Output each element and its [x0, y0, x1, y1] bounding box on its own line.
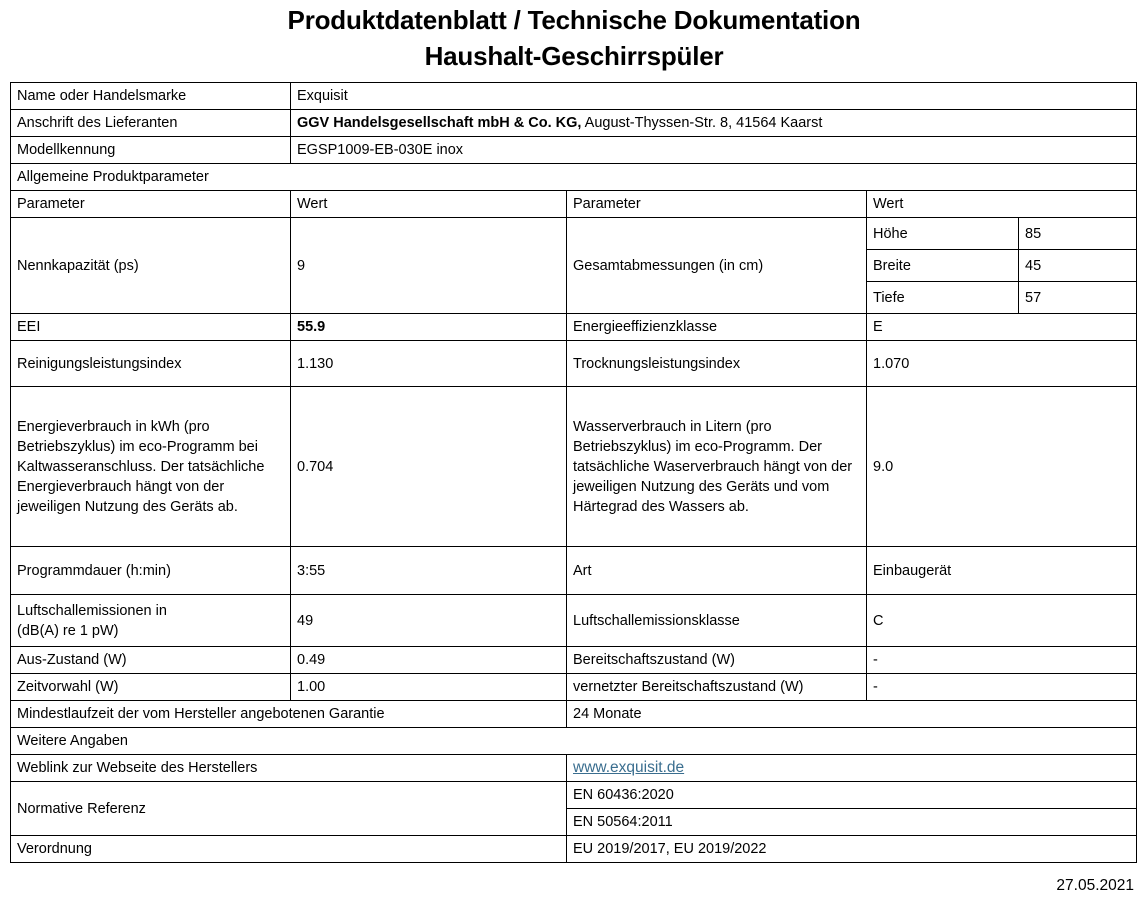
page-title-line-2: Haushalt-Geschirrspüler: [424, 41, 724, 71]
water-consumption-label: Wasserverbrauch in Litern (pro Betriebszyklus) im eco-Programm. Der tatsächliche Waserverbrauch hängt von der jeweiligen Nutzung des Geräts und vom Härtegrad des Wassers ab.: [567, 387, 867, 547]
table-row-regulation: [11, 836, 1137, 863]
model-label: Modellkennung: [11, 137, 291, 164]
table-row-off-mode: [11, 647, 1137, 674]
page-title: [0, 0, 1148, 74]
dimension-width-label: Breite: [867, 250, 1019, 282]
table-row-weblink: [11, 755, 1137, 782]
regulation-label: Verordnung: [11, 836, 567, 863]
water-consumption-value: 9.0: [867, 387, 1137, 547]
header-value-right: Wert: [867, 191, 1137, 218]
table-row-program-duration: [11, 547, 1137, 595]
weblink-label: Weblink zur Webseite des Herstellers: [11, 755, 567, 782]
eei-value: 55.9: [291, 314, 567, 341]
brand-value: Exquisit: [291, 83, 1137, 110]
energy-consumption-value: 0.704: [291, 387, 567, 547]
table-row-noise: [11, 595, 1137, 647]
noise-label: [11, 595, 291, 647]
cleaning-index-value: 1.130: [291, 341, 567, 387]
energy-class-label: Energieeffizienzklasse: [567, 314, 867, 341]
delay-start-label: Zeitvorwahl (W): [11, 674, 291, 701]
table-row-brand: [11, 83, 1137, 110]
dimensions-label: Gesamtabmessungen (in cm): [567, 218, 867, 314]
dimension-depth-value: 57: [1025, 289, 1042, 306]
noise-class-label: Luftschallemissionsklasse: [567, 595, 867, 647]
standby-value: -: [867, 647, 1137, 674]
header-parameter-left: Parameter: [11, 191, 291, 218]
document-date: 27.05.2021: [1056, 877, 1134, 894]
warranty-label: Mindestlaufzeit der vom Hersteller angebotenen Garantie: [11, 701, 567, 728]
table-row-address: [11, 110, 1137, 137]
table-row-delay-start: [11, 674, 1137, 701]
table-row-column-headers: [11, 191, 1137, 218]
noise-label-line-1: Luftschallemissionen in: [17, 602, 167, 619]
energy-class-value: E: [867, 314, 1137, 341]
table-row-cleaning-index: [11, 341, 1137, 387]
manufacturer-website-link[interactable]: www.exquisit.de: [573, 759, 685, 776]
address-company: GGV Handelsgesellschaft mbH & Co. KG,: [297, 115, 582, 131]
table-row-capacity: [11, 218, 1137, 314]
dimension-row-depth: [867, 282, 1136, 314]
capacity-value: 9: [291, 218, 567, 314]
warranty-value: 24 Monate: [567, 701, 1137, 728]
drying-index-value: 1.070: [867, 341, 1137, 387]
program-duration-value: 3:55: [291, 547, 567, 595]
dimension-height-value: 85: [1019, 218, 1137, 250]
drying-index-label: Trocknungsleistungsindex: [567, 341, 867, 387]
program-duration-label: Programmdauer (h:min): [11, 547, 291, 595]
table-row-general-parameters: [11, 164, 1137, 191]
off-mode-label: Aus-Zustand (W): [11, 647, 291, 674]
energy-consumption-label: Energieverbrauch in kWh (pro Betriebszyklus) im eco-Programm bei Kaltwasseranschluss. Der tatsächliche Energieverbrauch hängt von der jeweiligen Nutzung des Geräts ab.: [11, 387, 291, 547]
dimension-height-label: Höhe: [867, 218, 1019, 250]
standby-label: Bereitschaftszustand (W): [567, 647, 867, 674]
table-row-eei: [11, 314, 1137, 341]
eei-label: EEI: [11, 314, 291, 341]
general-parameters-heading: Allgemeine Produktparameter: [11, 164, 1137, 191]
noise-class-value: C: [867, 595, 1137, 647]
table-row-warranty: [11, 701, 1137, 728]
delay-start-value: 1.00: [291, 674, 567, 701]
address-value: [291, 110, 1137, 137]
networked-standby-value: -: [867, 674, 1137, 701]
table-row-model: [11, 137, 1137, 164]
table-row-further-info: [11, 728, 1137, 755]
capacity-label: Nennkapazität (ps): [11, 218, 291, 314]
further-info-heading: Weitere Angaben: [11, 728, 1137, 755]
header-parameter-right: Parameter: [567, 191, 867, 218]
cleaning-index-label: Reinigungsleistungsindex: [11, 341, 291, 387]
dimensions-subtable-cell: [867, 218, 1137, 314]
table-row-normative-1: [11, 782, 1137, 809]
product-parameters-table: [10, 82, 1137, 863]
weblink-value-cell: [567, 755, 1137, 782]
off-mode-value: 0.49: [291, 647, 567, 674]
noise-label-line-2: (dB(A) re 1 pW): [17, 622, 119, 639]
dimensions-subtable: [867, 218, 1136, 313]
dimension-width-value: 45: [1019, 250, 1137, 282]
dimension-row-height: [867, 218, 1136, 250]
regulation-value: EU 2019/2017, EU 2019/2022: [567, 836, 1137, 863]
normative-reference-value-2: EN 50564:2011: [567, 809, 1137, 836]
table-row-consumption: [11, 387, 1137, 547]
dimension-row-width: [867, 250, 1136, 282]
header-value-left: Wert: [291, 191, 567, 218]
dimension-depth-label: Tiefe: [867, 282, 1019, 314]
appliance-type-value: Einbaugerät: [867, 547, 1137, 595]
page-title-line-1: Produktdatenblatt / Technische Dokumentation: [287, 5, 861, 35]
model-value: EGSP1009-EB-030E inox: [291, 137, 1137, 164]
address-label: Anschrift des Lieferanten: [11, 110, 291, 137]
normative-reference-value-1: EN 60436:2020: [567, 782, 1137, 809]
appliance-type-label: Art: [567, 547, 867, 595]
address-street: August-Thyssen-Str. 8, 41564 Kaarst: [581, 115, 823, 131]
noise-value: 49: [291, 595, 567, 647]
brand-label: Name oder Handelsmarke: [11, 83, 291, 110]
networked-standby-label: vernetzter Bereitschaftszustand (W): [567, 674, 867, 701]
normative-reference-label: Normative Referenz: [11, 782, 567, 836]
